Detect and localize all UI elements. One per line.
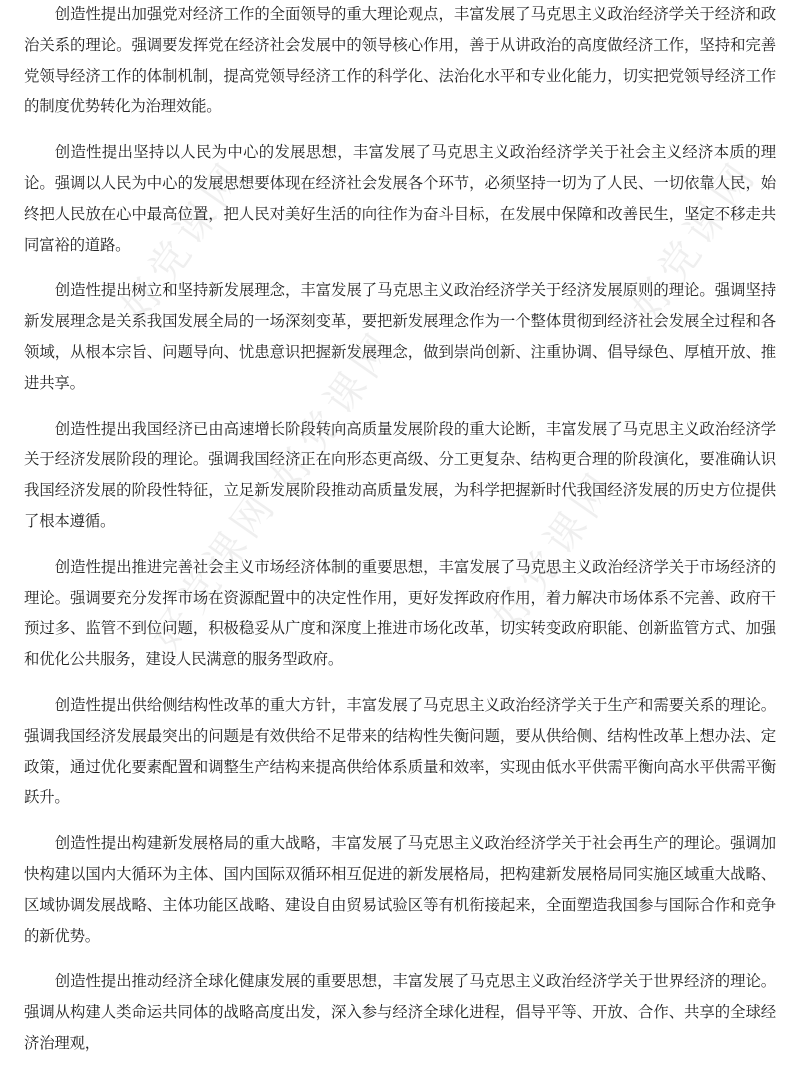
watermark: 好党课网 (623, 151, 767, 330)
watermark: 好党课网 (143, 481, 287, 660)
watermark: 好党课网 (113, 151, 257, 330)
paragraph: 创造性提出构建新发展格局的重大战略，丰富发展了马克思主义政治经济学关于社会再生产的理论。强调加快构建以国内大循环为主体、国内国际双循环相互促进的新发展格局，把构建新发展格局同实施区域重大战略、区域协调发展战略、主体功能区战略、建设自由贸易试验区等有机衔接起来，全面塑造我国参与国际合作和竞争的新优势。 (24, 834, 776, 945)
paragraph: 创造性提出加强党对经济工作的全面领导的重大理论观点，丰富发展了马克思主义政治经济学关于经济和政治关系的理论。强调要发挥党在经济社会发展中的领导核心作用，善于从讲政治的高度做经济工作，坚持和完善党领导经济工作的体制机制，提高党领导经济工作的科学化、法治化水平和专业化能力，切实把党领导经济工作的制度优势转化为治理效能。 (24, 5, 776, 116)
paragraph: 创造性提出树立和坚持新发展理念，丰富发展了马克思主义政治经济学关于经济发展原则的理论。强调坚持新发展理念是关系我国发展全局的一场深刻变革，要把新发展理念作为一个整体贯彻到经济社会发展全过程和各领域，从根本宗旨、问题导向、忧患意识把握新发展理念，做到崇尚创新、注重协调、倡导绿色、厚植开放、推进共享。 (24, 281, 776, 392)
paragraph: 创造性提出我国经济已由高速增长阶段转向高质量发展阶段的重大论断，丰富发展了马克思主义政治经济学关于经济发展阶段的理论。强调我国经济正在向形态更高级、分工更复杂、结构更合理的阶段演化，要准确认识我国经济发展的阶段性特征，立足新发展阶段推动高质量发展，为科学把握新时代我国经济发展的历史方位提供了根本遵循。 (24, 419, 776, 530)
paragraph: 创造性提出供给侧结构性改革的重大方针，丰富发展了马克思主义政治经济学关于生产和需要关系的理论。强调我国经济发展最突出的问题是有效供给不足带来的结构性失衡问题，要从供给侧、结构性改革上想办法、定政策，通过优化要素配置和调整生产结构来提高供给体系质量和效率，实现由低水平供需平衡向高水平供需平衡跃升。 (24, 695, 776, 807)
watermark: 好党课网 (483, 461, 627, 640)
paragraph: 创造性提出推动经济全球化健康发展的重要思想，丰富发展了马克思主义政治经济学关于世界经济的理论。强调从构建人类命运共同体的战略高度出发，深入参与经济全球化进程，倡导平等、开放、合作、共享的全球经济治理观， (24, 972, 776, 1052)
paragraph: 创造性提出推进完善社会主义市场经济体制的重要思想，丰富发展了马克思主义政治经济学关于市场经济的理论。强调要充分发挥市场在资源配置中的决定性作用，更好发挥政府作用，着力解决市场体系不完善、政府干预过多、监管不到位问题，积极稳妥从广度和深度上推进市场化改革，切实转变政府职能、创新监管方式、加强和优化公共服务，建设人民满意的服务型政府。 (24, 557, 776, 669)
document-body (24, 0, 776, 1074)
watermark: 好党课网 (263, 321, 407, 500)
paragraph: 创造性提出坚持以人民为中心的发展思想，丰富发展了马克思主义政治经济学关于社会主义经济本质的理论。强调以人民为中心的发展思想要体现在经济社会发展各个环节，必须坚持一切为了人民、一切依靠人民，始终把人民放在心中最高位置，把人民对美好生活的向往作为奋斗目标，在发展中保障和改善民生，坚定不移走共同富裕的道路。 (24, 143, 776, 254)
